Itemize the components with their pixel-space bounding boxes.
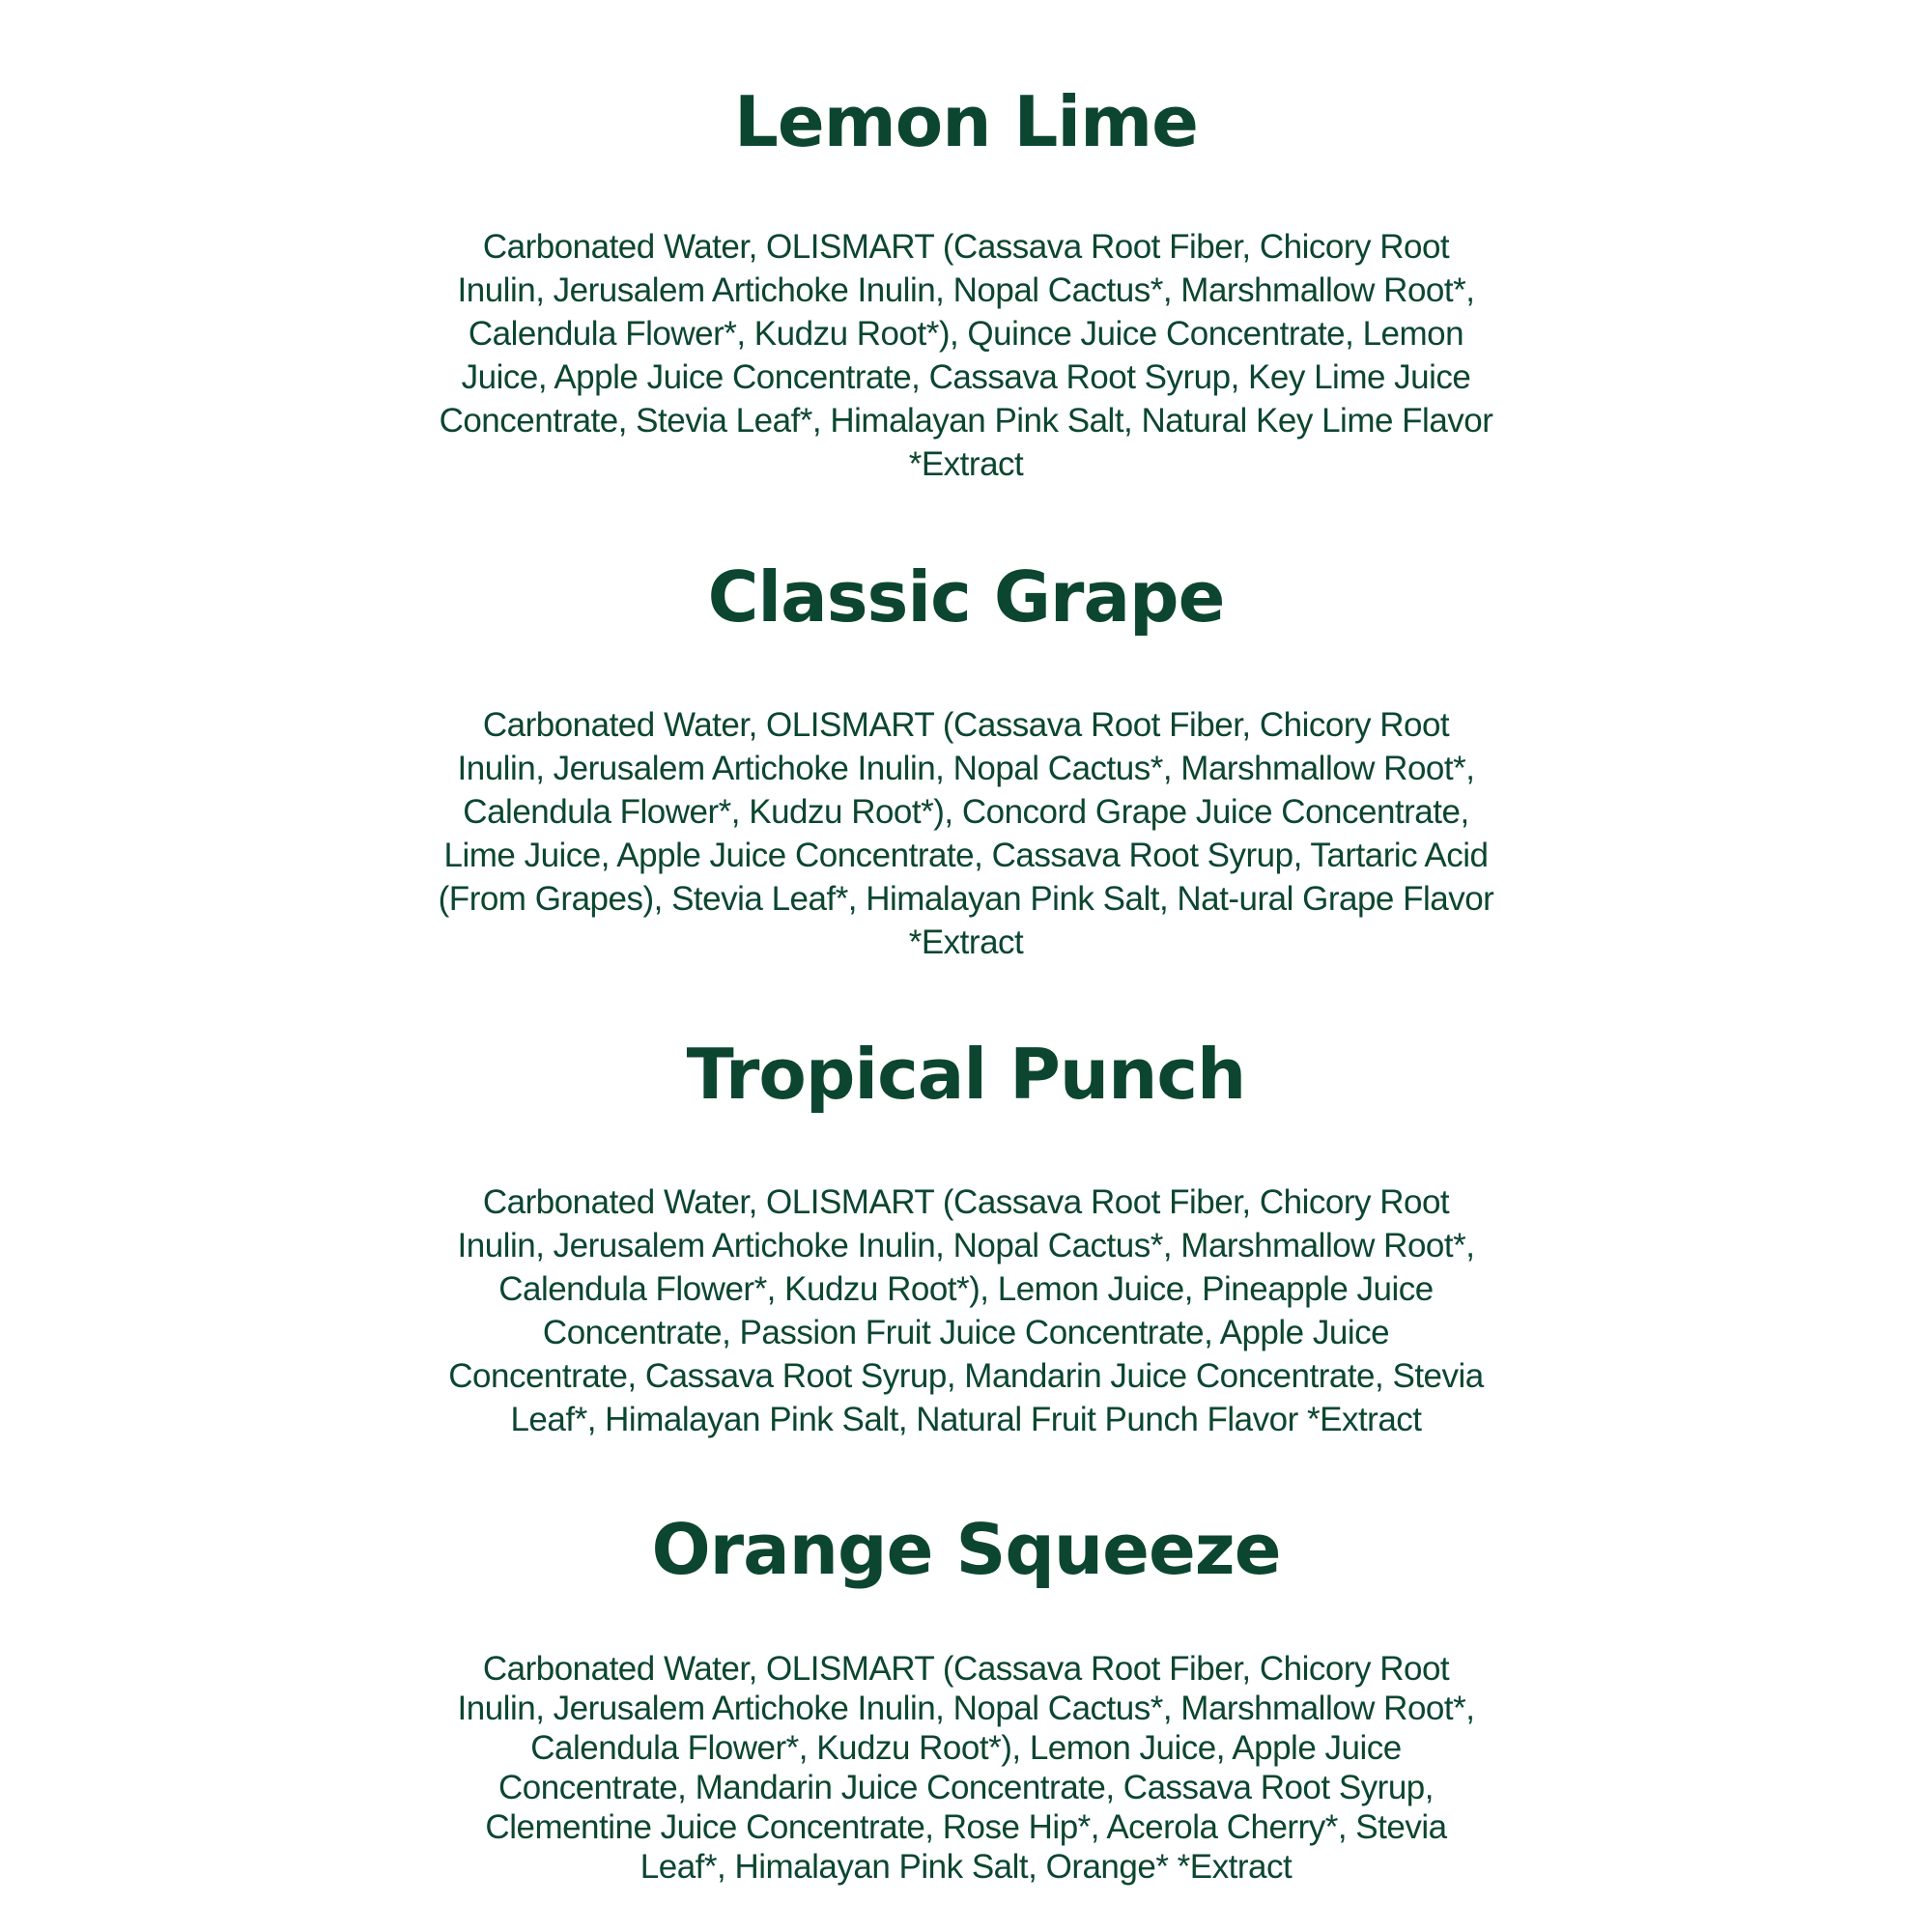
ingredient-line: Concentrate, Stevia Leaf*, Himalayan Pink Salt, Natural Key Lime Flavor bbox=[439, 402, 1493, 440]
ingredient-line: Leaf*, Himalayan Pink Salt, Natural Fruit Punch Flavor *Extract bbox=[510, 1401, 1422, 1438]
ingredients-tropical-punch bbox=[386, 1180, 1546, 1441]
ingredient-line: Concentrate, Mandarin Juice Concentrate, Cassava Root Syrup, bbox=[497, 1769, 1434, 1806]
ingredient-line: Concentrate, Cassava Root Syrup, Mandarin Juice Concentrate, Stevia bbox=[448, 1357, 1484, 1395]
flavor-title-classic-grape: Classic Grape bbox=[707, 556, 1225, 638]
ingredient-line: Carbonated Water, OLISMART (Cassava Root Fiber, Chicory Root bbox=[482, 1650, 1450, 1688]
ingredient-line: Calendula Flower*, Kudzu Root*), Lemon Juice, Apple Juice bbox=[530, 1729, 1402, 1767]
ingredient-line: Inulin, Jerusalem Artichoke Inulin, Nopal Cactus*, Marshmallow Root*, bbox=[457, 271, 1475, 309]
ingredient-line: Lime Juice, Apple Juice Concentrate, Cassava Root Syrup, Tartaric Acid bbox=[443, 837, 1489, 874]
ingredient-line: *Extract bbox=[908, 445, 1024, 483]
ingredient-line: Juice, Apple Juice Concentrate, Cassava Root Syrup, Key Lime Juice bbox=[461, 358, 1471, 396]
ingredient-line: Inulin, Jerusalem Artichoke Inulin, Nopal Cactus*, Marshmallow Root*, bbox=[457, 1227, 1475, 1264]
ingredient-line: Calendula Flower*, Kudzu Root*), Concord Grape Juice Concentrate, bbox=[463, 793, 1469, 831]
ingredient-line: Inulin, Jerusalem Artichoke Inulin, Nopal Cactus*, Marshmallow Root*, bbox=[457, 1690, 1475, 1727]
ingredient-line: Calendula Flower*, Kudzu Root*), Lemon Juice, Pineapple Juice bbox=[498, 1270, 1434, 1308]
flavor-title-orange-squeeze: Orange Squeeze bbox=[651, 1509, 1281, 1590]
ingredient-line: Clementine Juice Concentrate, Rose Hip*, Acerola Cherry*, Stevia bbox=[485, 1808, 1447, 1846]
flavor-title-tropical-punch: Tropical Punch bbox=[686, 1034, 1246, 1115]
ingredient-line: Carbonated Water, OLISMART (Cassava Root Fiber, Chicory Root bbox=[482, 228, 1450, 266]
ingredients-orange-squeeze bbox=[454, 1649, 1478, 1887]
ingredients-lemon-lime bbox=[386, 225, 1546, 486]
ingredients-classic-grape bbox=[386, 703, 1546, 964]
ingredient-line: Carbonated Water, OLISMART (Cassava Root Fiber, Chicory Root bbox=[482, 706, 1450, 744]
ingredient-line: Carbonated Water, OLISMART (Cassava Root Fiber, Chicory Root bbox=[482, 1183, 1450, 1221]
ingredient-line: Leaf*, Himalayan Pink Salt, Orange* *Extract bbox=[639, 1848, 1293, 1886]
ingredient-line: Inulin, Jerusalem Artichoke Inulin, Nopal Cactus*, Marshmallow Root*, bbox=[457, 750, 1475, 787]
ingredient-line: Concentrate, Passion Fruit Juice Concentrate, Apple Juice bbox=[542, 1314, 1390, 1351]
ingredient-line: *Extract bbox=[908, 923, 1024, 961]
ingredient-line: (From Grapes), Stevia Leaf*, Himalayan Pink Salt, Nat-ural Grape Flavor bbox=[438, 880, 1494, 918]
flavor-title-lemon-lime: Lemon Lime bbox=[734, 81, 1198, 162]
ingredient-line: Calendula Flower*, Kudzu Root*), Quince Juice Concentrate, Lemon bbox=[468, 315, 1464, 353]
